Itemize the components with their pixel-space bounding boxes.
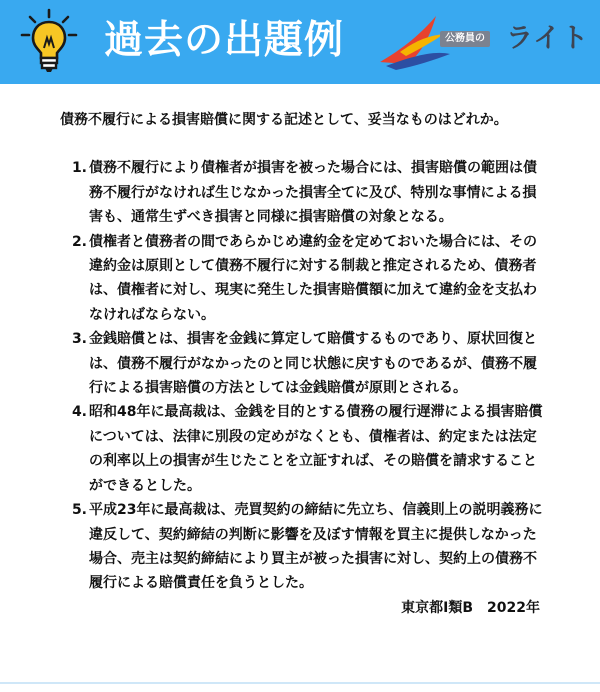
option-number: 3. — [71, 331, 87, 348]
option-item-3 — [60, 327, 546, 400]
option-item-2 — [60, 230, 546, 328]
option-number: 2. — [71, 233, 87, 250]
option-item-4 — [60, 400, 546, 498]
logo-tag: 公務員の — [440, 31, 490, 47]
option-number: 4. — [71, 404, 87, 421]
option-number: 5. — [71, 502, 87, 519]
footer-divider — [0, 682, 600, 692]
option-item-1 — [60, 156, 546, 229]
exam-source: 東京都Ⅰ類B 2022年 — [401, 599, 540, 616]
answer-options — [60, 156, 546, 595]
option-text: 昭和48年に最高裁は、金銭を目的とする債務の履行遅滞による損害賠償については、法律に別段の定めがなくとも、債権者は、約定または法定の利率以上の損害が生じたことを立証すれば、その賠償を請求することができるとした。 — [89, 404, 543, 494]
option-text: 債権者と債務者の間であらかじめ違約金を定めておいた場合には、その違約金は原則として債務不履行に対する制裁と推定されるため、債務者は、債権者に対し、現実に発生した損害賠償額に加えて違約金を支払わなければならない。 — [89, 233, 537, 323]
header-banner — [0, 0, 600, 84]
option-item-5 — [60, 498, 546, 596]
lightbulb-icon — [18, 8, 80, 74]
brand-logo[interactable] — [378, 6, 590, 78]
page-title: 過去の出題例 — [104, 18, 345, 63]
question-text: 債務不履行による損害賠償に関する記述として、妥当なものはどれか。 — [60, 112, 508, 128]
option-number: 1. — [71, 160, 87, 177]
option-text: 平成23年に最高裁は、売買契約の締結に先立ち、信義則上の説明義務に違反して、契約締結の判断に影響を及ぼす情報を買主に提供しなかった場合、売主は契約締結により買主が被った損害に対し、契約上の債務不履行による賠償責任を負うとした。 — [89, 502, 543, 592]
option-text: 金銭賠償とは、損害を金銭に算定して賠償するものであり、原状回復とは、債務不履行がなかったのと同じ状態に戻すものであるが、債務不履行による損害賠償の方法としては金銭賠償が原則とされる。 — [89, 331, 537, 397]
logo-name: ライト — [506, 23, 590, 54]
option-text: 債務不履行により債権者が損害を被った場合には、損害賠償の範囲は債務不履行がなければ生じなかった損害全てに及び、特別な事情による損害も、通常生ずべき損害と同様に損害賠償の対象となる。 — [89, 160, 537, 226]
question-card — [60, 108, 546, 620]
